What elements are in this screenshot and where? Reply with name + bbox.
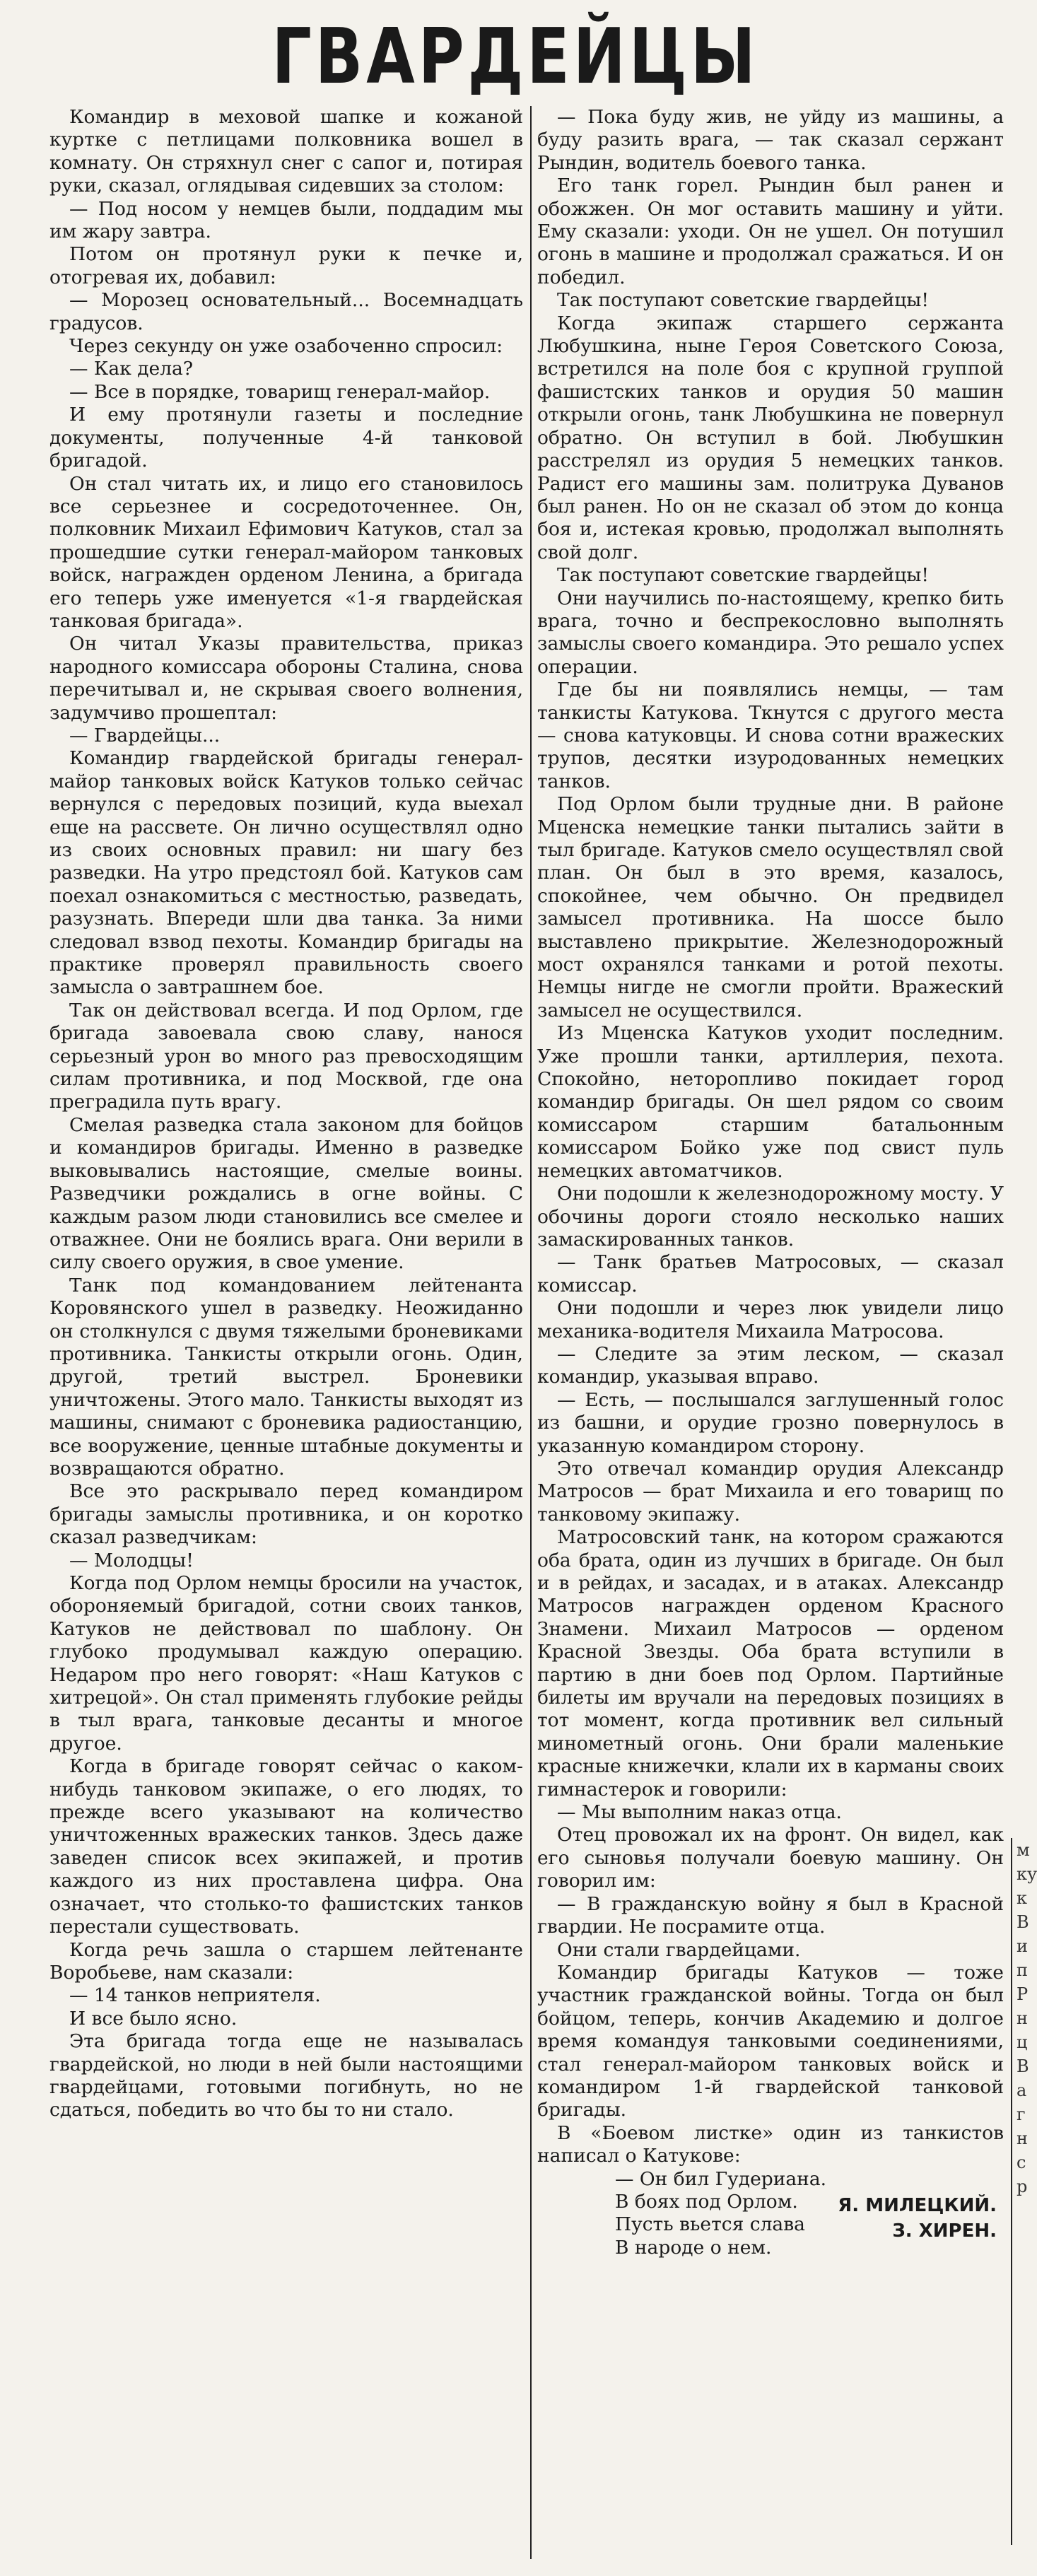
paragraph: Под Орлом были трудные дни. В районе Мценска немецкие танки пытались зайти в тыл бригаде. Катуков смело осуществлял свой план. Он был в это время, казалось, спокойнее, чем обычно. Он предвидел замысел противника. На шоссе было выставлено прикрытие. Железнодорожный мост охранялся танками и ротой пехоты. Немцы нигде не смогли пройти. Вражеский замысел не осуществился. bbox=[537, 793, 1004, 1021]
paragraph: Так поступают советские гвардейцы! bbox=[557, 289, 930, 312]
paragraph: Когда речь зашла о старшем лейтенанте Воробьеве, нам сказали: bbox=[49, 1938, 523, 1984]
fragment-line: р bbox=[1017, 2177, 1028, 2196]
fragment-line: к bbox=[1017, 1888, 1027, 1908]
paragraph: Матросовский танк, на котором сражаются оба брата, один из лучших в бригаде. Он был и в рейдах, и засадах, и в атаках. Александр Матросов награжден орденом Красного Знамени. Михаил Матросов — орденом Красной Звезды. Оба брата вступили в партию в дни боев под Орлом. Партийные билеты им вручали на передовых позициях в тот момент, когда противник вел сильный минометный огонь. Они брали маленькие красные книжечки, клали их в карманы своих гимнастерок и говорили: bbox=[537, 1526, 1004, 1801]
paragraph: — Гвардейцы... bbox=[69, 724, 221, 747]
paragraph: — 14 танков неприятеля. bbox=[69, 1984, 321, 2007]
article-column-right bbox=[537, 106, 1004, 2566]
verse-line: В боях под Орлом. bbox=[615, 2190, 798, 2213]
paragraph: И все было ясно. bbox=[69, 2007, 238, 2030]
paragraph: — Мы выполним наказ отца. bbox=[557, 1801, 842, 1824]
paragraph: Это отвечал командир орудия Александр Матросов — брат Михаила и его товарищ по танковому экипажу. bbox=[537, 1457, 1004, 1526]
fragment-line: ц bbox=[1017, 2032, 1028, 2052]
paragraph: Он читал Указы правительства, приказ народного комиссара обороны Сталина, снова перечитывал и, не скрывая своего волнения, задумчиво прошептал: bbox=[49, 633, 523, 724]
paragraph: Когда в бригаде говорят сейчас о каком-нибудь танковом экипаже, о его людях, то прежде всего указывают на количество уничтоженных вражеских танков. Здесь даже заведен список всех экипажей, и против каждого из них проставлена цифра. Она означает, что столько-то фашистских танков перестали существовать. bbox=[49, 1755, 523, 1938]
paragraph: Эта бригада тогда еще не называлась гвардейской, но люди в ней были настоящими гвардейцами, готовыми погибнуть, но не сдаться, победить во что бы то ни стало. bbox=[49, 2030, 523, 2121]
paragraph: Через секунду он уже озабоченно спросил: bbox=[69, 335, 503, 358]
paragraph: Смелая разведка стала законом для бойцов и командиров бригады. Именно в разведке выковывались настоящие, смелые воины. Разведчики рождались в огне войны. С каждым разом люди становились все смелее и отважнее. Они не боялись врага. Они верили в силу своего оружия, в свое умение. bbox=[49, 1113, 523, 1274]
paragraph: — Пока буду жив, не уйду из машины, а буду разить врага, — так сказал сержант Рындин, водитель боевого танка. bbox=[537, 106, 1004, 174]
paragraph: Они научились по-настоящему, крепко бить врага, точно и беспрекословно выполнять замыслы своего командира. Это решало успех операции. bbox=[537, 587, 1004, 678]
paragraph: Потом он протянул руки к печке и, отогревая их, добавил: bbox=[49, 243, 523, 288]
paragraph: Он стал читать их, и лицо его становилось все серьезнее и сосредоточеннее. Он, полковник Михаил Ефимович Катуков, стал за прошедшие сутки генерал-майором танковых войск, награжден орденом Ленина, а бригада его теперь уже именуется «1-я гвардейская танковая бригада». bbox=[49, 472, 523, 632]
paragraph: — Следите за этим леском, — сказал командир, указывая вправо. bbox=[537, 1342, 1004, 1388]
column-divider bbox=[530, 106, 532, 2559]
fragment-line: ку bbox=[1017, 1864, 1037, 1884]
paragraph: Его танк горел. Рындин был ранен и обожжен. Он мог оставить машину и уйти. Ему сказали: уходи. Он не ушел. Он потушил огонь в машине и продолжал сражаться. И он победил. bbox=[537, 175, 1004, 288]
fragment-line: г bbox=[1017, 2104, 1026, 2124]
paragraph: — Все в порядке, товарищ генерал-майор. bbox=[69, 380, 491, 403]
fragment-line: Р bbox=[1017, 1984, 1029, 2004]
verse-line: Пусть вьется слава bbox=[615, 2213, 805, 2236]
paragraph: Танк под командованием лейтенанта Коровянского ушел в разведку. Неожиданно он столкнулся с двумя тяжелыми броневиками противника. Танкисты открыли огонь. Один, другой, третий выстрел. Броневики уничтожены. Этого мало. Танкисты выходят из машины, снимают с броневика радиостанцию, все вооружение, ценные штабные документы и возвращаются обратно. bbox=[49, 1274, 523, 1480]
paragraph: — Молодцы! bbox=[69, 1549, 194, 1571]
paragraph: В «Боевом листке» один из танкистов написал о Катукове: bbox=[537, 2121, 1004, 2167]
fragment-line: и bbox=[1017, 1936, 1028, 1956]
paragraph: Где бы ни появлялись немцы, — там танкисты Катукова. Ткнутся с другого места — снова катуковцы. И снова сотни вражеских трупов, десятки изуродованных немецких танков. bbox=[537, 679, 1004, 792]
paragraph: Когда экипаж старшего сержанта Любушкина, ныне Героя Советского Союза, встретился на поле боя с крупной группой фашистских танков и орудия 50 машин открыли огонь, танк Любушкина не повернул обратно. Он вступил в бой. Любушкин расстрелял из орудия 5 немецких танков. Радист его машины зам. политрука Дуванов был ранен. Но он не сказал об этом до конца боя и, истекая кровью, продолжал выполнять свой долг. bbox=[537, 312, 1004, 563]
paragraph: Когда под Орлом немцы бросили на участок, обороняемый бригадой, сотни своих танков, Катуков не действовал по шаблону. Он глубоко продумывал каждую операцию. Недаром про него говорят: «Наш Катуков с хитрецой». Он стал применять глубокие рейды в тыл врага, танковые десанты и многое другое. bbox=[49, 1572, 523, 1755]
author-name: Я. МИЛЕЦКИЙ. bbox=[838, 2195, 997, 2217]
paragraph: Так поступают советские гвардейцы! bbox=[557, 564, 930, 587]
adjacent-column-fragment bbox=[1011, 1838, 1036, 2545]
fragment-line: м bbox=[1017, 1840, 1030, 1860]
paragraph: — Морозец основательный... Восемнадцать градусов. bbox=[49, 289, 523, 334]
paragraph: Командир бригады Катуков — тоже участник гражданской войны. Тогда он был бойцом, теперь, кончив Академию и долгое время командуя танковыми соединениями, стал генерал-майором танковых войск и командиром 1-й гвардейской танковой бригады. bbox=[537, 1961, 1004, 2121]
article-column-left bbox=[49, 106, 523, 2566]
paragraph: И ему протянули газеты и последние документы, полученные 4-й танковой бригадой. bbox=[49, 404, 523, 472]
paragraph: Они подошли и через люк увидели лицо механика-водителя Михаила Матросова. bbox=[537, 1297, 1004, 1342]
paragraph: Командир гвардейской бригады генерал-майор танковых войск Катуков только сейчас вернулся с передовых позиций, куда выехал еще на рассвете. Он лично осуществлял одно из своих основных правил: ни шагу без разведки. На утро предстоял бой. Катуков сам поехал ознакомиться с местностью, разведать, разузнать. Впереди шли два танка. За ними следовал взвод пехоты. Командир бригады на практике проверял правильность своего замысла о завтрашнем бое. bbox=[49, 747, 523, 999]
paragraph: Они подошли к железнодорожному мосту. У обочины дороги стояло несколько наших замаскированных танков. bbox=[537, 1183, 1004, 1251]
paragraph: — Есть, — послышался заглушенный голос из башни, и орудие грозно повернулось в указанную командиром сторону. bbox=[537, 1388, 1004, 1457]
paragraph: Они стали гвардейцами. bbox=[557, 1938, 801, 1961]
paragraph: Из Мценска Катуков уходит последним. Уже прошли танки, артиллерия, пехота. Спокойно, неторопливо покидает город командир бригады. Он шел рядом со своим комиссаром старшим батальонным комиссаром Бойко уже под свист пуль немецких автоматчиков. bbox=[537, 1022, 1004, 1182]
paragraph: — Под носом у немцев были, поддадим мы им жару завтра. bbox=[49, 197, 523, 243]
verse-line: — Он бил Гудериана. bbox=[615, 2167, 827, 2190]
paragraph: Командир в меховой шапке и кожаной куртке с петлицами полковника вошел в комнату. Он стряхнул снег с сапог и, потирая руки, сказал, оглядывая сидевших за столом: bbox=[49, 106, 523, 197]
paragraph: — В гражданскую войну я был в Красной гвардии. Не посрамите отца. bbox=[537, 1892, 1004, 1938]
fragment-line: В bbox=[1017, 1912, 1029, 1932]
fragment-line: н bbox=[1017, 2129, 1028, 2148]
verse-line: В народе о нем. bbox=[615, 2236, 772, 2259]
paragraph: Отец провожал их на фронт. Он видел, как его сыновья получали боевую машину. Он говорил им: bbox=[537, 1824, 1004, 1892]
fragment-line: В bbox=[1017, 2056, 1029, 2076]
fragment-line: н bbox=[1017, 2008, 1028, 2028]
fragment-line: с bbox=[1017, 2153, 1026, 2172]
fragment-line: а bbox=[1017, 2080, 1027, 2100]
article-headline: ГВАРДЕЙЦЫ bbox=[271, 13, 759, 101]
paragraph: Все это раскрывало перед командиром бригады замыслы противника, и он коротко сказал разведчикам: bbox=[49, 1480, 523, 1549]
fragment-line: п bbox=[1017, 1960, 1028, 1980]
author-name: З. ХИРЕН. bbox=[892, 2220, 997, 2242]
paragraph: — Танк братьев Матросовых, — сказал комиссар. bbox=[537, 1251, 1004, 1296]
paragraph: Так он действовал всегда. И под Орлом, где бригада завоевала свою славу, нанося серьезный урон во много раз превосходящим силам противника, и под Москвой, где она преградила путь врагу. bbox=[49, 999, 523, 1113]
paragraph: — Как дела? bbox=[69, 358, 194, 380]
